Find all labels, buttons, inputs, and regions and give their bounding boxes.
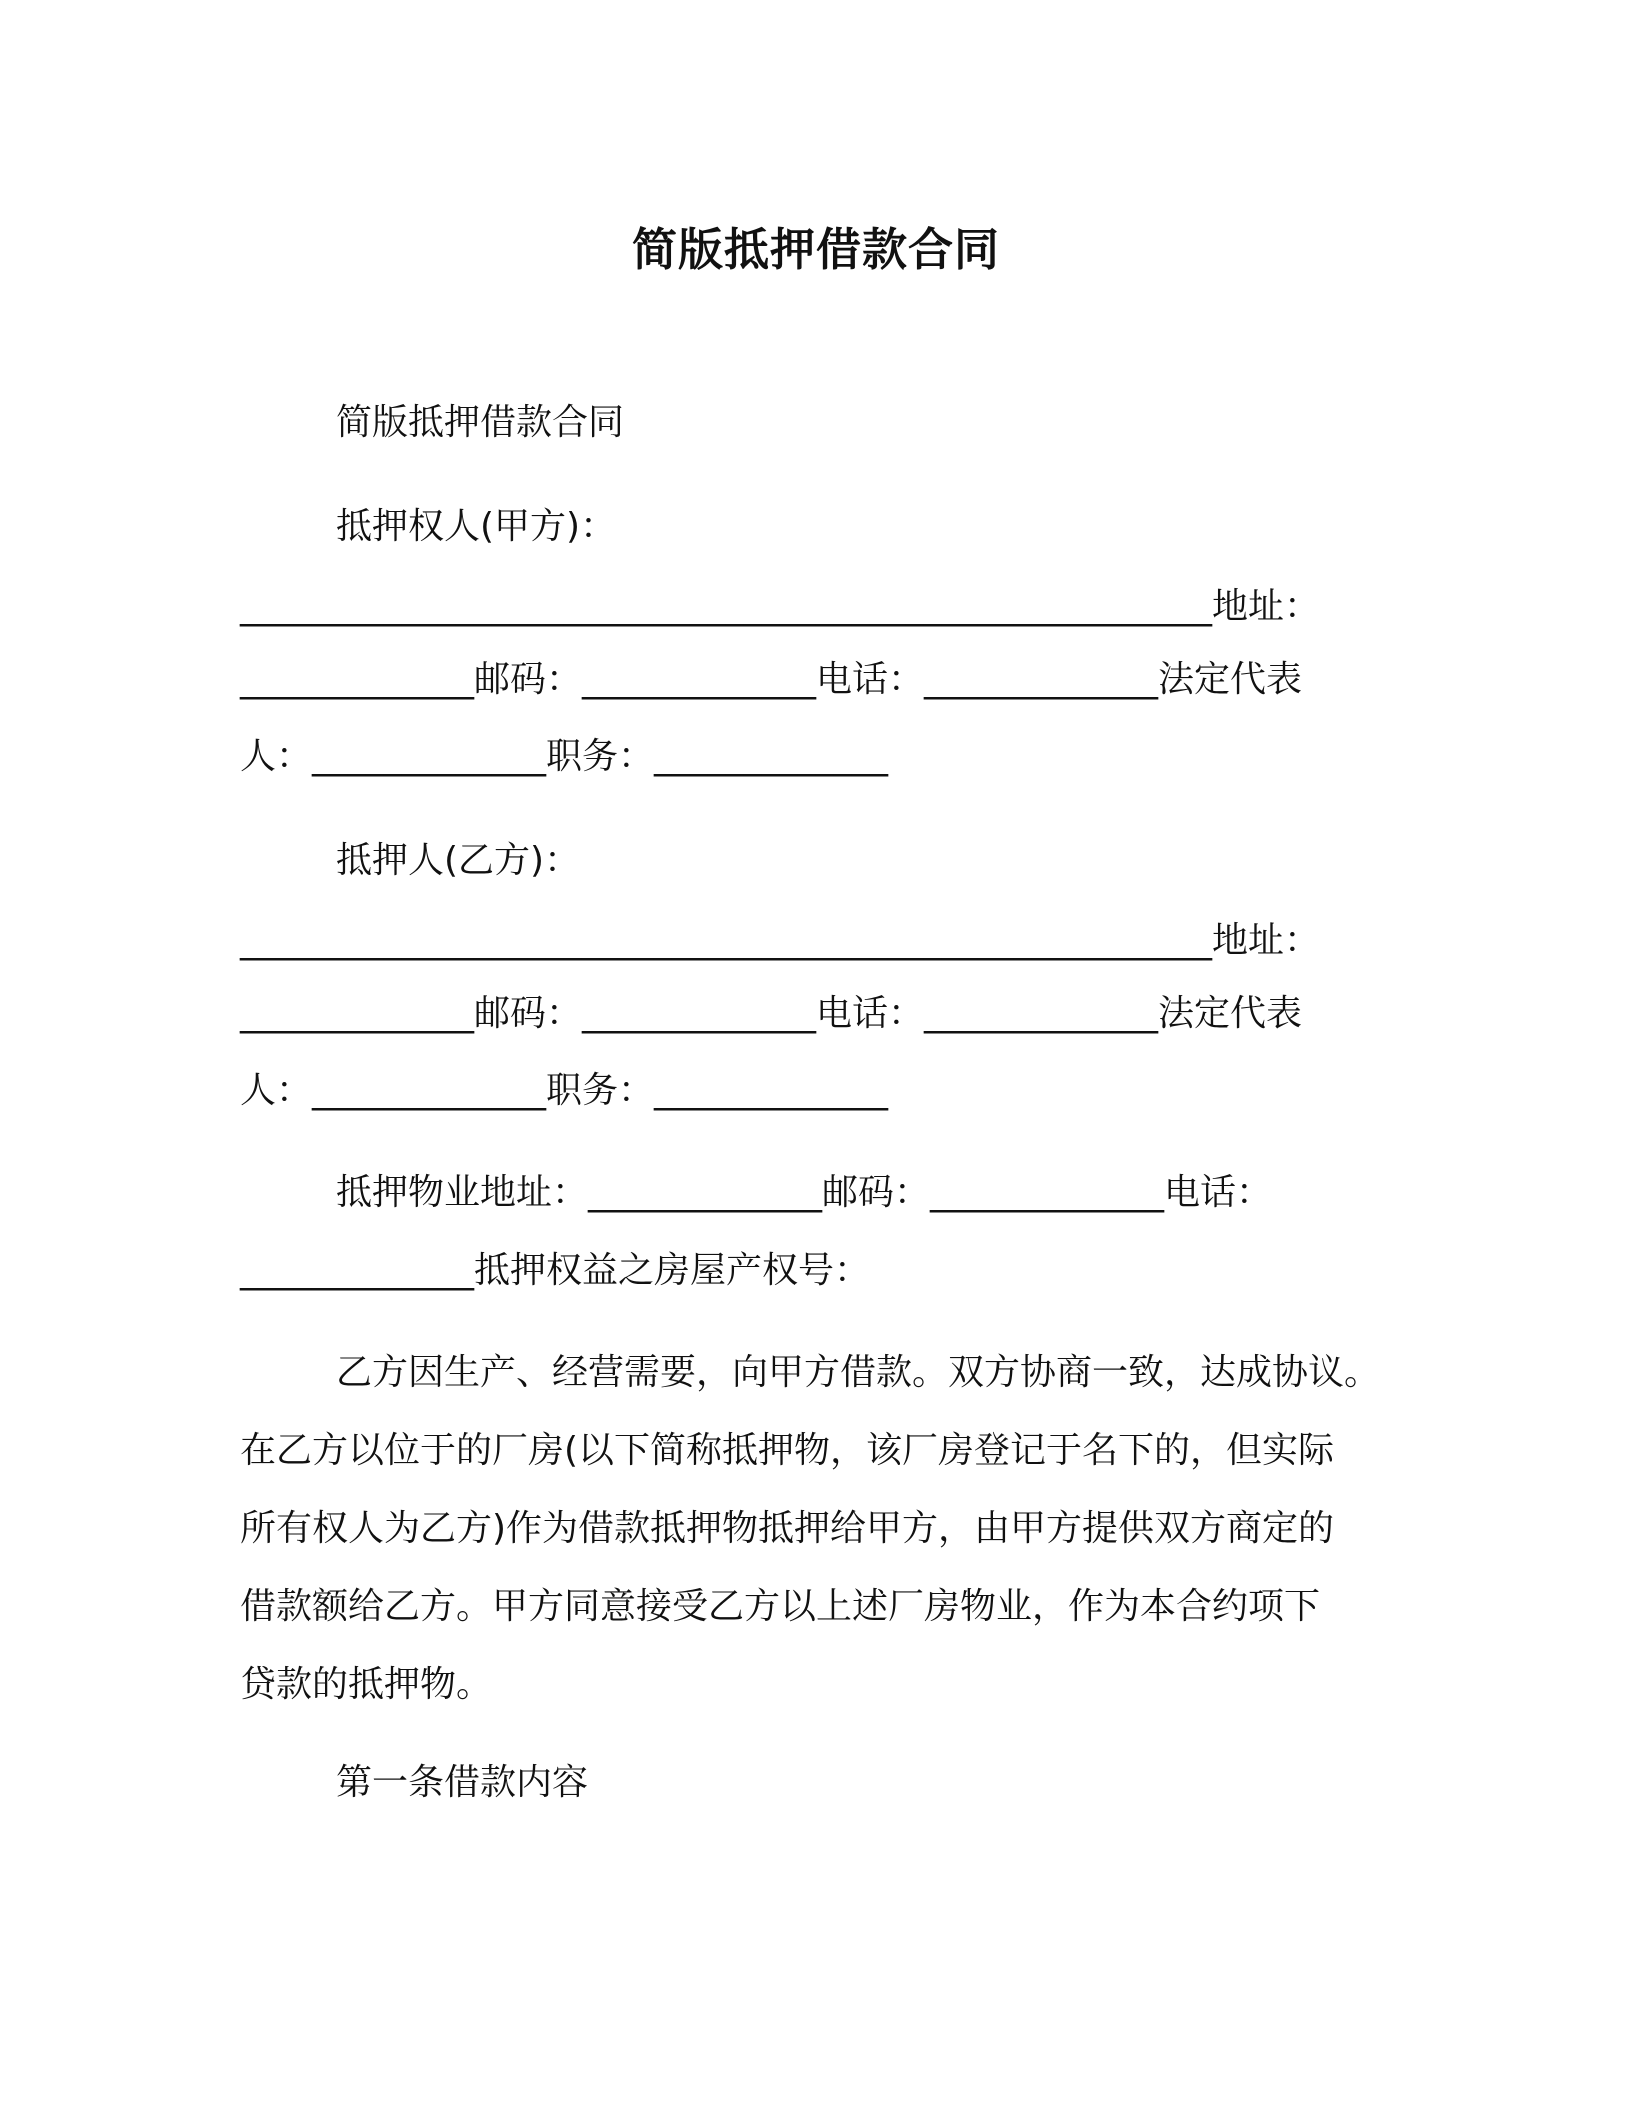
article-1-heading: 第一条借款内容 (336, 1762, 589, 1803)
body-line-5: 贷款的抵押物。 (240, 1664, 493, 1705)
property-line-2: _____________抵押权益之房屋产权号： (240, 1250, 871, 1291)
body-paragraph (240, 1334, 1420, 1724)
party-a-label: 抵押权人(甲方)： (336, 506, 617, 547)
party-a-line-3: 人：_____________职务：_____________ (240, 736, 889, 777)
document-title: 简版抵押借款合同 (631, 223, 1000, 276)
body-line-1: 乙方因生产、经营需要，向甲方借款。双方协商一致，达成协议。 (336, 1352, 1381, 1393)
party-b-line-2: _____________邮码：_____________电话：_____________法定代表 (240, 993, 1303, 1034)
party-b-label: 抵押人(乙方)： (336, 840, 581, 881)
contract-heading: 简版抵押借款合同 (336, 402, 625, 443)
party-b-line-3: 人：_____________职务：_____________ (240, 1070, 889, 1111)
body-line-3: 所有权人为乙方)作为借款抵押物抵押给甲方，由甲方提供双方商定的 (240, 1508, 1335, 1549)
property-line-1: 抵押物业地址：_____________邮码：_____________电话： (336, 1172, 1273, 1213)
body-line-2: 在乙方以位于的厂房(以下简称抵押物，该厂房登记于名下的，但实际 (240, 1430, 1335, 1471)
party-a-line-1: ______________________________________________________地址： (240, 586, 1320, 627)
party-b-line-1: ______________________________________________________地址： (240, 920, 1320, 961)
party-a-line-2: _____________邮码：_____________电话：_____________法定代表 (240, 659, 1303, 700)
body-line-4: 借款额给乙方。甲方同意接受乙方以上述厂房物业，作为本合约项下 (240, 1586, 1321, 1627)
